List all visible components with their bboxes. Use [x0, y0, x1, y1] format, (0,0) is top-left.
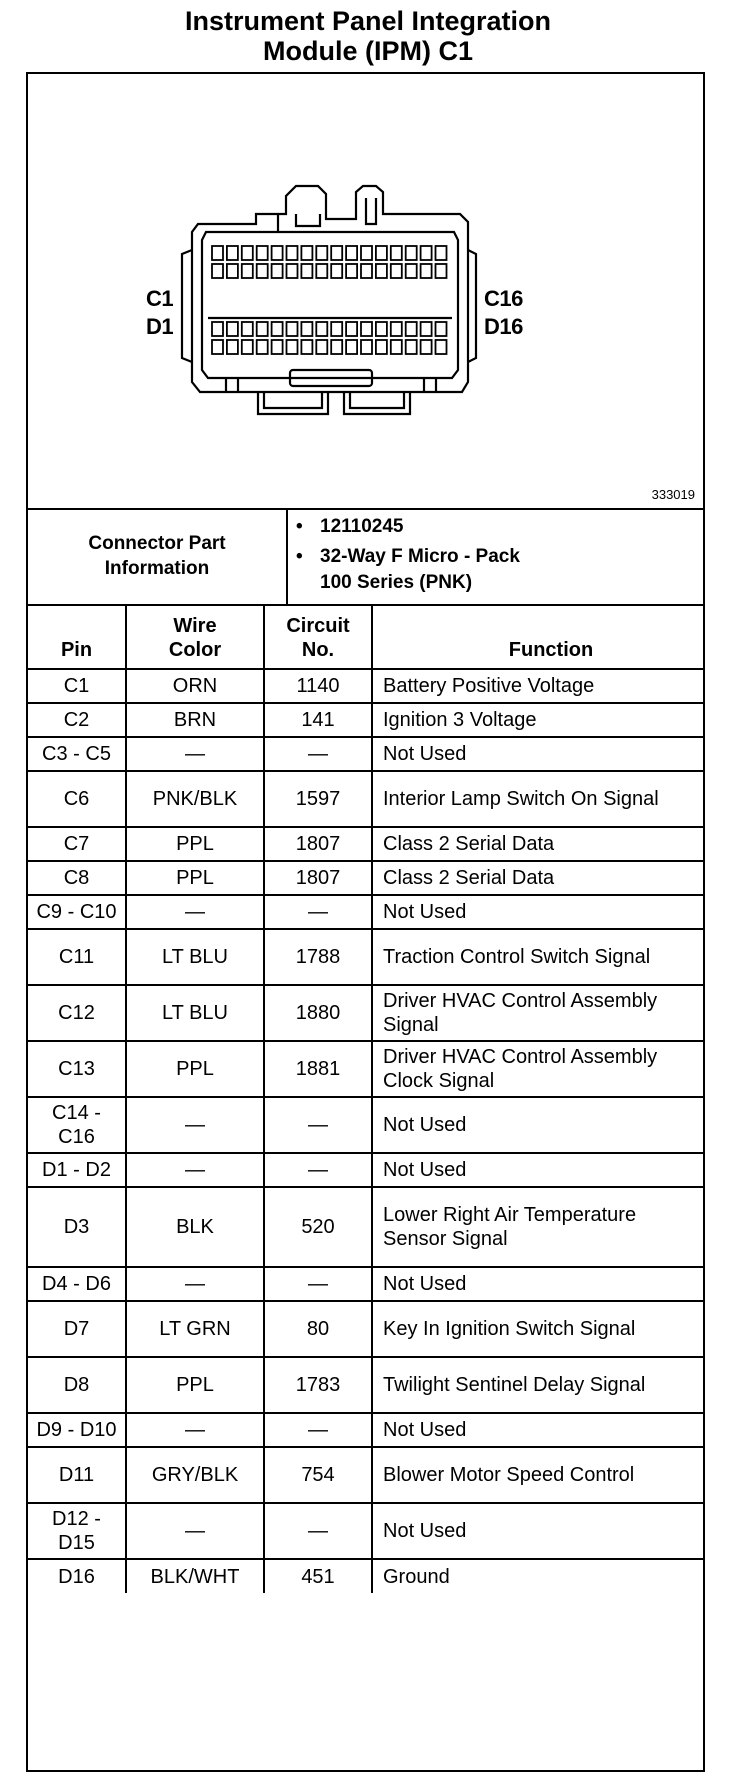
function-cell: Class 2 Serial Data [372, 861, 703, 895]
pin-cavity [227, 264, 238, 278]
pin-label-c16: C16 [484, 286, 523, 311]
function-cell: Not Used [372, 1413, 703, 1447]
pin-cell: C12 [28, 985, 126, 1041]
pin-cavity [391, 340, 402, 354]
pin-cavity [272, 322, 283, 336]
circuit-no-cell: 1880 [264, 985, 372, 1041]
table-row [28, 1357, 703, 1413]
part-number: 12110245 [320, 516, 404, 537]
pin-cavity [287, 246, 298, 260]
wire-color-cell: ORN [126, 669, 264, 703]
pin-cell: C11 [28, 929, 126, 985]
pin-cavity [301, 246, 312, 260]
table-row [28, 1413, 703, 1447]
wire-color-cell: — [126, 1097, 264, 1153]
wire-color-cell: GRY/BLK [126, 1447, 264, 1503]
circuit-no-cell: 451 [264, 1559, 372, 1593]
connector-part-information [28, 508, 703, 606]
pin-label-c1: C1 [146, 286, 174, 311]
page-title [0, 6, 736, 66]
pin-cavity [227, 340, 238, 354]
info-bullet [296, 514, 696, 540]
table-row [28, 895, 703, 929]
table-row [28, 669, 703, 703]
wire-color-cell: — [126, 895, 264, 929]
connector-diagram [28, 74, 703, 508]
pin-cavity [316, 246, 327, 260]
pin-cavity [406, 246, 417, 260]
pin-cell: C8 [28, 861, 126, 895]
pin-cavity [257, 246, 268, 260]
table-row [28, 985, 703, 1041]
pin-cavity [272, 264, 283, 278]
connector-sheet [26, 72, 705, 1772]
circuit-no-cell: — [264, 737, 372, 771]
pin-cavity [361, 340, 372, 354]
circuit-no-cell: 1788 [264, 929, 372, 985]
pin-cell: D12 - D15 [28, 1503, 126, 1559]
table-row [28, 737, 703, 771]
pin-cavity [406, 340, 417, 354]
table-row [28, 1267, 703, 1301]
circuit-no-cell: — [264, 1503, 372, 1559]
pin-cavity [331, 340, 342, 354]
function-cell: Driver HVAC Control Assembly Clock Signal [372, 1041, 703, 1097]
circuit-no-cell: 520 [264, 1187, 372, 1267]
wire-color-cell: LT BLU [126, 985, 264, 1041]
circuit-no-cell: 1783 [264, 1357, 372, 1413]
header-function: Function [372, 605, 703, 669]
pin-cavity [212, 246, 223, 260]
connector-figure [28, 74, 703, 510]
pinout-table [28, 604, 703, 1593]
pin-cell: D9 - D10 [28, 1413, 126, 1447]
pin-cell: D7 [28, 1301, 126, 1357]
pin-label-d16: D16 [484, 314, 523, 339]
pin-cavity [287, 264, 298, 278]
connector-description: 32-Way F Micro - Pack 100 Series (PNK) [320, 546, 520, 593]
pin-cavity [227, 246, 238, 260]
function-cell: Driver HVAC Control Assembly Signal [372, 985, 703, 1041]
function-cell: Not Used [372, 1267, 703, 1301]
pin-cavity [316, 264, 327, 278]
pin-cavity [257, 340, 268, 354]
table-row [28, 1187, 703, 1267]
pin-cell: C14 - C16 [28, 1097, 126, 1153]
pin-cavity [331, 322, 342, 336]
pin-cavity [331, 246, 342, 260]
wire-color-cell: PPL [126, 861, 264, 895]
pin-cavity [391, 264, 402, 278]
pin-cavity [421, 340, 432, 354]
function-cell: Not Used [372, 1097, 703, 1153]
function-cell: Class 2 Serial Data [372, 827, 703, 861]
table-row [28, 1503, 703, 1559]
function-cell: Ignition 3 Voltage [372, 703, 703, 737]
function-cell: Not Used [372, 737, 703, 771]
function-cell: Not Used [372, 1153, 703, 1187]
table-row [28, 827, 703, 861]
pin-cell: C1 [28, 669, 126, 703]
pin-cavity [227, 322, 238, 336]
pin-cavity [361, 264, 372, 278]
table-row [28, 703, 703, 737]
circuit-no-cell: 754 [264, 1447, 372, 1503]
pin-cavity [212, 340, 223, 354]
pin-cavity [421, 264, 432, 278]
pin-cell: D11 [28, 1447, 126, 1503]
pin-cavity [346, 340, 357, 354]
function-cell: Blower Motor Speed Control [372, 1447, 703, 1503]
pin-cavity [376, 246, 387, 260]
pin-cavity [242, 340, 253, 354]
pin-cavity [421, 246, 432, 260]
function-cell: Lower Right Air Temperature Sensor Signal [372, 1187, 703, 1267]
circuit-no-cell: 141 [264, 703, 372, 737]
pin-cavity [436, 340, 447, 354]
wire-color-cell: — [126, 1153, 264, 1187]
title-line-1: Instrument Panel Integration [184, 6, 552, 36]
pin-cavity [242, 246, 253, 260]
table-row [28, 1041, 703, 1097]
pin-cavity [242, 322, 253, 336]
pin-cavity [421, 322, 432, 336]
function-cell: Battery Positive Voltage [372, 669, 703, 703]
wire-color-cell: — [126, 737, 264, 771]
connector-info-label [28, 508, 288, 604]
wire-color-cell: BRN [126, 703, 264, 737]
pin-cavity [257, 264, 268, 278]
pin-cavity [346, 246, 357, 260]
pin-cavity [361, 246, 372, 260]
pin-cavity [376, 340, 387, 354]
pin-cell: C13 [28, 1041, 126, 1097]
title-line-2: Module (IPM) C1 [263, 36, 473, 66]
pin-cavity [361, 322, 372, 336]
table-row [28, 1559, 703, 1593]
pin-cavity [406, 322, 417, 336]
pin-cell: D4 - D6 [28, 1267, 126, 1301]
circuit-no-cell: — [264, 1153, 372, 1187]
circuit-no-cell: 1881 [264, 1041, 372, 1097]
connector-info-label-line-1: Connector Part [88, 533, 226, 554]
pin-cavity [242, 264, 253, 278]
pin-cavity [316, 322, 327, 336]
wire-color-cell: PPL [126, 827, 264, 861]
pin-cavity [301, 322, 312, 336]
pin-cavity [287, 322, 298, 336]
pin-cell: D3 [28, 1187, 126, 1267]
circuit-no-cell: 1140 [264, 669, 372, 703]
pin-cell: C3 - C5 [28, 737, 126, 771]
pin-cavity [436, 322, 447, 336]
pin-cell: D16 [28, 1559, 126, 1593]
header-circuit-no: Circuit No. [264, 605, 372, 669]
wire-color-cell: PPL [126, 1357, 264, 1413]
function-cell: Ground [372, 1559, 703, 1593]
pin-cavity [257, 322, 268, 336]
table-row [28, 1447, 703, 1503]
pin-label-d1: D1 [146, 314, 174, 339]
bullet-icon: • [296, 516, 303, 537]
table-header-row [28, 605, 703, 669]
pin-cell: C7 [28, 827, 126, 861]
wire-color-cell: BLK [126, 1187, 264, 1267]
table-row [28, 1153, 703, 1187]
wire-color-cell: BLK/WHT [126, 1559, 264, 1593]
wire-color-cell: LT GRN [126, 1301, 264, 1357]
circuit-no-cell: — [264, 895, 372, 929]
pin-cavity [301, 340, 312, 354]
pin-cavity [391, 322, 402, 336]
pin-cavity [212, 322, 223, 336]
table-row [28, 861, 703, 895]
pin-cavity [272, 340, 283, 354]
wire-color-cell: PNK/BLK [126, 771, 264, 827]
function-cell: Twilight Sentinel Delay Signal [372, 1357, 703, 1413]
pin-cavity [376, 322, 387, 336]
table-row [28, 771, 703, 827]
pin-cavity [346, 322, 357, 336]
pin-cavity [331, 264, 342, 278]
pin-cell: C2 [28, 703, 126, 737]
circuit-no-cell: 1807 [264, 827, 372, 861]
bullet-icon: • [296, 546, 303, 567]
pin-cavity [436, 246, 447, 260]
pin-cell: C9 - C10 [28, 895, 126, 929]
pin-cavity [316, 340, 327, 354]
wire-color-cell: LT BLU [126, 929, 264, 985]
circuit-no-cell: — [264, 1413, 372, 1447]
pinout-rows [28, 669, 703, 1593]
pin-cavity [212, 264, 223, 278]
figure-id: 333019 [651, 487, 695, 502]
connector-info-values [296, 514, 696, 596]
circuit-no-cell: 1807 [264, 861, 372, 895]
table-row [28, 1301, 703, 1357]
pin-cavity [287, 340, 298, 354]
circuit-no-cell: — [264, 1267, 372, 1301]
function-cell: Interior Lamp Switch On Signal [372, 771, 703, 827]
wire-color-cell: PPL [126, 1041, 264, 1097]
pin-cavity [301, 264, 312, 278]
table-row [28, 1097, 703, 1153]
info-bullet [296, 544, 696, 596]
header-wire-color: Wire Color [126, 605, 264, 669]
header-pin: Pin [28, 605, 126, 669]
circuit-no-cell: 1597 [264, 771, 372, 827]
function-cell: Not Used [372, 1503, 703, 1559]
function-cell: Not Used [372, 895, 703, 929]
pin-cavity [272, 246, 283, 260]
wire-color-cell: — [126, 1413, 264, 1447]
pin-grid [212, 246, 447, 354]
wire-color-cell: — [126, 1267, 264, 1301]
circuit-no-cell: 80 [264, 1301, 372, 1357]
pin-cavity [391, 246, 402, 260]
pin-cavity [406, 264, 417, 278]
function-cell: Key In Ignition Switch Signal [372, 1301, 703, 1357]
pin-cavity [436, 264, 447, 278]
pin-cell: C6 [28, 771, 126, 827]
pin-cavity [346, 264, 357, 278]
pin-cell: D8 [28, 1357, 126, 1413]
table-row [28, 929, 703, 985]
pin-cell: D1 - D2 [28, 1153, 126, 1187]
wire-color-cell: — [126, 1503, 264, 1559]
pin-cavity [376, 264, 387, 278]
function-cell: Traction Control Switch Signal [372, 929, 703, 985]
circuit-no-cell: — [264, 1097, 372, 1153]
connector-info-label-line-2: Information [104, 558, 210, 579]
